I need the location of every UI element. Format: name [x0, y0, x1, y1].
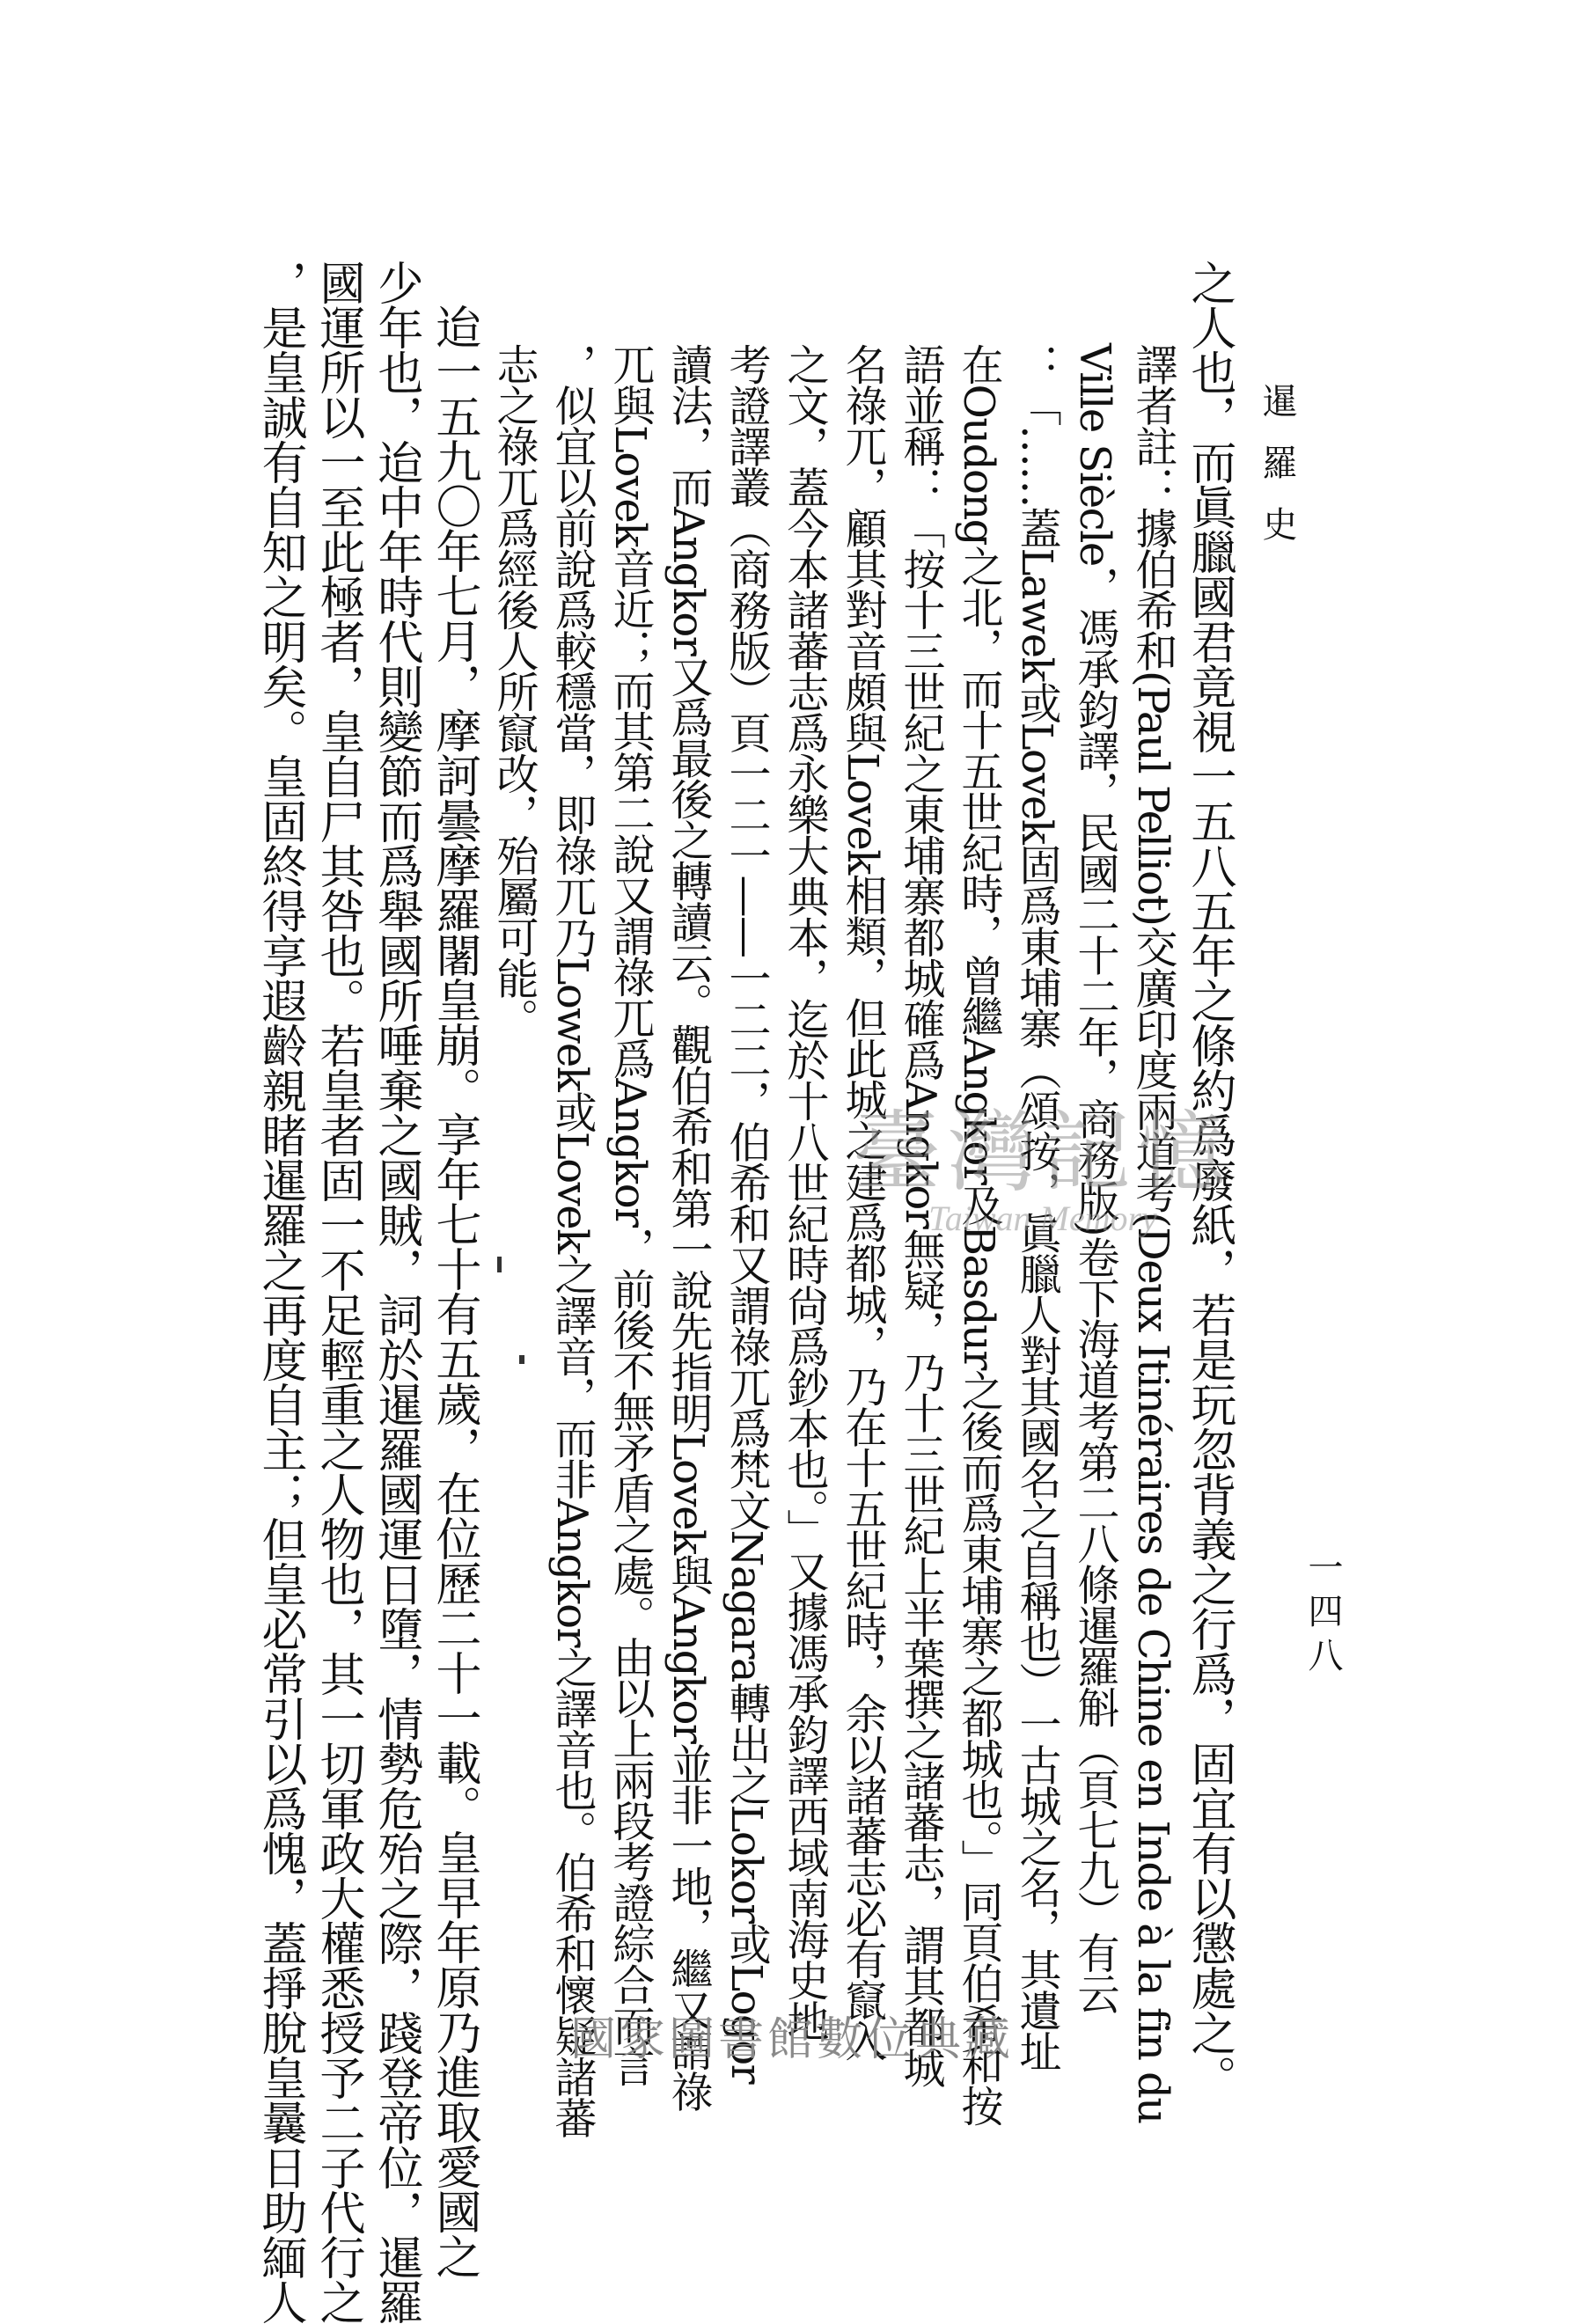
note-line: 名祿兀，顧其對音頗與Lovek相類，但此城之建爲都城，乃在十五世紀時，余以諸蕃志必有竄入 [838, 343, 887, 2061]
text-line: 少年也，迨中年時代則變節而爲舉國所唾棄之國賊，詞於暹羅國運日墮，情勢危殆之際，踐登帝位，暹羅 [370, 260, 422, 2324]
scan-mark [497, 1257, 502, 1272]
note-line: 兀與Lovek音近；而其第二說又謂祿兀爲Angkor，前後不無矛盾之處。由以上兩段考證綜合而言 [605, 343, 655, 2086]
footer-archive-label: 國家圖書館數位典藏 [569, 2013, 1014, 2066]
text-line: 迨一五九〇年七月，摩訶曇摩羅闍皇崩。享年七十有五歲，在位歷二十一載。皇早年原乃進取愛國之 [428, 304, 480, 2278]
note-line: 讀法，而Angkor又爲最後之轉讀云。觀伯希和第一說先指明Lovek與Angkor並非一地，繼又謂祿 [664, 343, 713, 2111]
book-title: 暹羅史 [1257, 383, 1297, 568]
note-line: ：「……蓋Lawek或Lovek固爲東埔寨（頌按，眞臘人對其國名之自稱也）一古城之名，其遺址 [1012, 343, 1061, 2071]
note-line: 志之祿兀爲經後人所竄改，殆屬可能。 [489, 343, 539, 1039]
watermark [796, 1101, 1289, 1254]
note-line: 之文，蓋今本諸蕃志爲永樂大典本，迄於十八世紀時尙爲鈔本也。」又據馮承鈞譯西域南海史地 [780, 343, 829, 2041]
note-line: 譯者註：據伯希和(Paul Pelliot)交廣印度兩道考(Deux Itinéraires de Chine en Inde à la fin du [1128, 343, 1177, 2123]
text-line: 國運所以一至此極者，皇自尸其咎也。若皇者固一不足輕重之人物也，其一切軍政大權悉授予二子代行之 [312, 260, 364, 2324]
watermark-english: Taiwan Memory [928, 1199, 1157, 1238]
text-line: ，是皇誠有自知之明矣。皇固終得享遐齡親睹暹羅之再度自主；但皇必常引以爲愧，蓋掙脫皇曩日助緬人 [253, 260, 306, 2324]
note-line: Ville Siècle，馮承鈞譯，民國二十二年，商務版)卷下海道考第二八條暹羅斛（頁七九）有云 [1070, 343, 1119, 2013]
watermark-chinese: 臺灣記憶 [853, 1101, 1233, 1204]
text-line: 之人也，而眞臘國君竟視一五八五年之條約爲廢紙，若是玩忽背義之行爲，固宜有以懲處之。 [1183, 260, 1236, 2100]
page-number: 一四八 [1302, 1549, 1343, 1681]
note-line: 考證譯叢（商務版）頁一二一——一二二，伯希和又謂祿兀爲梵文Nagara轉出之Lokor或Logor [722, 343, 771, 2084]
note-line: ，似宜以前說爲較穩當，即祿兀乃Lowek或Lovek之譯音，而非Angkor之譯音也。伯希和懷疑諸蕃 [547, 343, 597, 2137]
note-line: 語並稱：「按十三世紀之東埔寨都城確爲Angkor無疑，乃十三世紀上半葉撰之諸蕃志，謂其都城 [896, 343, 945, 2087]
note-line: 在Oudong之北，而十五世紀時，曾繼Angkor及Basdur之後而爲東埔寨之都城也。」同頁伯希和按 [954, 343, 1003, 2126]
scan-mark [519, 1355, 524, 1364]
